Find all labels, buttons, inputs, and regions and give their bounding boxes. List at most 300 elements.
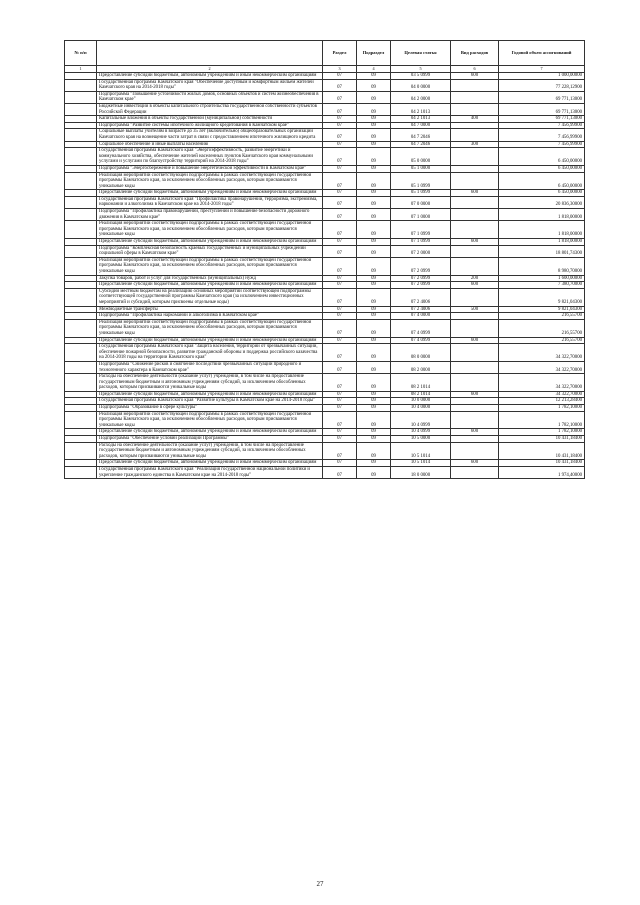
row-section-cell: 07	[323, 172, 357, 190]
row-num-cell	[65, 442, 97, 460]
budget-table	[64, 40, 585, 479]
row-expense-type-cell	[451, 313, 499, 320]
row-target-cell: 07 2 0000	[391, 245, 451, 257]
row-expense-type-cell	[451, 361, 499, 373]
row-subsection-cell: 09	[357, 391, 391, 398]
row-target-cell: 05 1 0000	[391, 165, 451, 172]
row-expense-type-cell	[451, 103, 499, 115]
row-name-cell: Предоставление субсидий бюджетным, автономным учреждениям и иным некоммерческим организациям	[97, 73, 323, 80]
row-subsection-cell: 09	[357, 221, 391, 239]
row-subsection-cell: 09	[357, 122, 391, 129]
row-amount-cell: 1 818,00000	[499, 239, 585, 246]
row-section-cell: 07	[323, 275, 357, 282]
row-section-cell: 07	[323, 398, 357, 405]
row-expense-type-cell	[451, 344, 499, 362]
row-target-cell: 04 7 0000	[391, 122, 451, 129]
row-subsection-cell: 09	[357, 73, 391, 80]
table-row	[65, 141, 585, 148]
row-expense-type-cell	[451, 79, 499, 91]
row-amount-cell: 216,55700	[499, 313, 585, 320]
row-target-cell: 03 5 0999	[391, 73, 451, 80]
row-amount-cell: 34 322,70000	[499, 344, 585, 362]
row-num-cell	[65, 436, 97, 443]
row-num-cell	[65, 257, 97, 275]
row-name-cell: Подпрограмма "Обеспечение условий реализации Программы"	[97, 436, 323, 443]
index-cell: 5	[391, 66, 451, 73]
row-name-cell: Подпрограмма "Снижение рисков и смягчение последствий чрезвычайных ситуаций природного и техногенного характера в Камчатском крае"	[97, 361, 323, 373]
row-expense-type-cell	[451, 436, 499, 443]
header-num: № п/п	[65, 41, 97, 66]
row-target-cell: 07 2 0999	[391, 257, 451, 275]
row-num-cell	[65, 172, 97, 190]
row-name-cell: Государственная программа Камчатского края "Защита населения, территорий от чрезвычайных ситуаций, обеспечение пожарной безопасности, развитие гражданской обороны и поддержка российского казачества на 2014-2018 годы на территории Камчатского края"	[97, 344, 323, 362]
row-num-cell	[65, 374, 97, 392]
row-target-cell: 07 4 0999	[391, 319, 451, 337]
row-section-cell: 07	[323, 103, 357, 115]
row-section-cell: 07	[323, 460, 357, 467]
row-name-cell: Государственная программа Камчатского края "Энергоэффективность, развитие энергетики и коммунального хозяйства, обеспечение жителей населенных пунктов Камчатского края коммунальными услугами и услугами по благоустройству территорий на 2014-2018 годы"	[97, 148, 323, 166]
row-num-cell	[65, 282, 97, 289]
row-name-cell: Предоставление субсидий бюджетным, автономным учреждениям и иным некоммерческим организациям	[97, 282, 323, 289]
row-section-cell: 07	[323, 337, 357, 344]
row-expense-type-cell	[451, 257, 499, 275]
row-target-cell: 08 2 1014	[391, 374, 451, 392]
row-num-cell	[65, 190, 97, 197]
row-target-cell: 05 1 0999	[391, 172, 451, 190]
row-name-cell: Реализация мероприятий соответствующей подпрограммы в рамках соответствующей государственной программы Камчатского края, за исключением обособленных расходов, которым присваиваются уникальные коды	[97, 319, 323, 337]
row-target-cell: 07 2 4006	[391, 306, 451, 313]
row-num-cell	[65, 141, 97, 148]
row-num-cell	[65, 275, 97, 282]
table-row	[65, 129, 585, 141]
row-num-cell	[65, 196, 97, 208]
row-target-cell: 04 2 1013	[391, 103, 451, 115]
index-cell: 7	[499, 66, 585, 73]
row-expense-type-cell	[451, 122, 499, 129]
header-expense-type: Вид расходов	[451, 41, 499, 66]
row-expense-type-cell: 600	[451, 337, 499, 344]
row-subsection-cell: 09	[357, 116, 391, 123]
row-subsection-cell: 09	[357, 405, 391, 412]
row-section-cell: 07	[323, 374, 357, 392]
table-row	[65, 429, 585, 436]
row-amount-cell: 1 818,00000	[499, 209, 585, 221]
row-section-cell: 07	[323, 91, 357, 103]
row-section-cell: 07	[323, 288, 357, 306]
row-expense-type-cell	[451, 245, 499, 257]
row-num-cell	[65, 306, 97, 313]
row-num-cell	[65, 460, 97, 467]
row-target-cell: 10 5 0000	[391, 436, 451, 443]
row-section-cell: 07	[323, 313, 357, 320]
row-section-cell: 07	[323, 344, 357, 362]
row-amount-cell: 6 450,00000	[499, 165, 585, 172]
table-body	[65, 73, 585, 479]
row-subsection-cell: 09	[357, 313, 391, 320]
row-amount-cell: 216,55700	[499, 337, 585, 344]
row-num-cell	[65, 288, 97, 306]
table-row	[65, 172, 585, 190]
row-expense-type-cell: 600	[451, 73, 499, 80]
row-section-cell: 07	[323, 282, 357, 289]
row-section-cell: 07	[323, 148, 357, 166]
row-name-cell: Расходы на обеспечение деятельности (оказание услуг) учреждений, в том числе на предоставление государственным бюджетным и автономным учреждениям субсидий, за исключением обособленных расходов, которым присваиваются уникальные коды	[97, 442, 323, 460]
row-expense-type-cell: 600	[451, 391, 499, 398]
row-amount-cell: 77 228,12900	[499, 79, 585, 91]
row-target-cell: 07 1 0000	[391, 209, 451, 221]
row-section-cell: 07	[323, 79, 357, 91]
row-num-cell	[65, 148, 97, 166]
row-amount-cell: 216,55700	[499, 319, 585, 337]
row-amount-cell: 7 456,99900	[499, 141, 585, 148]
row-section-cell: 07	[323, 411, 357, 429]
row-section-cell: 07	[323, 361, 357, 373]
row-name-cell: Предоставление субсидий бюджетным, автономным учреждениям и иным некоммерческим организациям	[97, 391, 323, 398]
row-subsection-cell: 09	[357, 282, 391, 289]
table-row	[65, 165, 585, 172]
row-num-cell	[65, 239, 97, 246]
table-row	[65, 282, 585, 289]
header-section: Раздел	[323, 41, 357, 66]
row-section-cell: 07	[323, 436, 357, 443]
row-target-cell: 07 2 0999	[391, 275, 451, 282]
row-section-cell: 07	[323, 122, 357, 129]
row-expense-type-cell: 600	[451, 239, 499, 246]
row-subsection-cell: 09	[357, 442, 391, 460]
row-num-cell	[65, 122, 97, 129]
table-row	[65, 148, 585, 166]
row-amount-cell: 10 431,18400	[499, 460, 585, 467]
row-section-cell: 07	[323, 116, 357, 123]
table-row	[65, 337, 585, 344]
row-subsection-cell: 09	[357, 196, 391, 208]
index-cell: 2	[97, 66, 323, 73]
row-expense-type-cell: 600	[451, 460, 499, 467]
row-target-cell: 18 0 0000	[391, 467, 451, 479]
row-target-cell: 04 7 2046	[391, 129, 451, 141]
row-name-cell: Государственная программа Камчатского края "Обеспечение доступным и комфортным жильем жителей Камчатского края на 2014-2018 годы"	[97, 79, 323, 91]
row-section-cell: 07	[323, 405, 357, 412]
row-num-cell	[65, 429, 97, 436]
row-num-cell	[65, 411, 97, 429]
row-num-cell	[65, 313, 97, 320]
row-section-cell: 07	[323, 165, 357, 172]
row-amount-cell: 1 600,00000	[499, 275, 585, 282]
row-target-cell: 08 2 0000	[391, 361, 451, 373]
row-subsection-cell: 09	[357, 398, 391, 405]
row-num-cell	[65, 221, 97, 239]
row-target-cell: 07 4 0999	[391, 337, 451, 344]
table-row	[65, 275, 585, 282]
row-expense-type-cell: 400	[451, 116, 499, 123]
index-cell: 1	[65, 66, 97, 73]
row-num-cell	[65, 319, 97, 337]
row-amount-cell: 34 322,70000	[499, 391, 585, 398]
row-amount-cell: 7 456,99900	[499, 129, 585, 141]
row-amount-cell: 20 836,30000	[499, 196, 585, 208]
row-subsection-cell: 09	[357, 460, 391, 467]
row-section-cell: 07	[323, 306, 357, 313]
row-target-cell: 07 0 0000	[391, 196, 451, 208]
row-target-cell: 07 1 0999	[391, 221, 451, 239]
row-subsection-cell: 09	[357, 411, 391, 429]
table-row	[65, 91, 585, 103]
row-amount-cell: 7 380,70000	[499, 282, 585, 289]
row-name-cell: Предоставление субсидий бюджетным, автономным учреждениям и иным некоммерческим организациям	[97, 429, 323, 436]
index-cell: 3	[323, 66, 357, 73]
table-row	[65, 361, 585, 373]
row-target-cell: 05 1 0999	[391, 190, 451, 197]
row-subsection-cell: 09	[357, 103, 391, 115]
row-amount-cell: 9 821,04300	[499, 306, 585, 313]
row-name-cell: Подпрограмма "Образование в сфере культуры"	[97, 405, 323, 412]
row-amount-cell: 8 980,70000	[499, 257, 585, 275]
row-name-cell: Предоставление субсидий бюджетным, автономным учреждениям и иным некоммерческим организациям	[97, 239, 323, 246]
row-subsection-cell: 09	[357, 148, 391, 166]
row-name-cell: Социальные выплаты учителям в возрасте до 35 лет (включительно) общеобразовательных организаций Камчатского края на возмещение части затрат в связи с предоставлением ипотечного жилищного кредита	[97, 129, 323, 141]
row-section-cell: 07	[323, 429, 357, 436]
row-section-cell: 07	[323, 190, 357, 197]
row-target-cell: 10 0 0000	[391, 398, 451, 405]
row-section-cell: 07	[323, 467, 357, 479]
row-expense-type-cell	[451, 165, 499, 172]
row-amount-cell: 10 431,18400	[499, 436, 585, 443]
table-row	[65, 391, 585, 398]
table-row	[65, 405, 585, 412]
row-expense-type-cell	[451, 442, 499, 460]
row-subsection-cell: 09	[357, 337, 391, 344]
row-subsection-cell: 09	[357, 436, 391, 443]
row-name-cell: Подпрограмма "Развитие системы ипотечного жилищного кредитования в Камчатском крае"	[97, 122, 323, 129]
row-section-cell: 07	[323, 239, 357, 246]
row-expense-type-cell: 300	[451, 141, 499, 148]
row-name-cell: Расходы на обеспечение деятельности (оказание услуг) учреждений, в том числе на предоставление государственным бюджетным и автономным учреждениям субсидий, за исключением обособленных расходов, которым присваиваются уникальные коды	[97, 374, 323, 392]
row-amount-cell: 7 456,99900	[499, 122, 585, 129]
row-name-cell: Подпрограмма "Энергосбережение и повышение энергетической эффективности в Камчатском крае"	[97, 165, 323, 172]
table-row	[65, 239, 585, 246]
row-section-cell: 07	[323, 141, 357, 148]
row-subsection-cell: 09	[357, 172, 391, 190]
table-row	[65, 319, 585, 337]
row-expense-type-cell	[451, 319, 499, 337]
row-amount-cell: 9 821,04300	[499, 288, 585, 306]
row-amount-cell: 6 450,00000	[499, 148, 585, 166]
row-num-cell	[65, 467, 97, 479]
row-num-cell	[65, 73, 97, 80]
row-expense-type-cell	[451, 405, 499, 412]
table-row	[65, 411, 585, 429]
row-num-cell	[65, 398, 97, 405]
row-target-cell: 04 2 1013	[391, 116, 451, 123]
row-expense-type-cell	[451, 221, 499, 239]
row-target-cell: 10 4 0999	[391, 411, 451, 429]
row-name-cell: Реализация мероприятий соответствующей подпрограммы в рамках соответствующей государственной программы Камчатского края, за исключением обособленных расходов, которым присваиваются уникальные коды	[97, 257, 323, 275]
row-num-cell	[65, 391, 97, 398]
table-row	[65, 467, 585, 479]
header-name	[97, 41, 323, 66]
table-row	[65, 313, 585, 320]
row-subsection-cell: 09	[357, 190, 391, 197]
table-row	[65, 79, 585, 91]
row-expense-type-cell	[451, 196, 499, 208]
row-target-cell: 10 4 0000	[391, 405, 451, 412]
index-cell: 4	[357, 66, 391, 73]
row-amount-cell: 34 322,70000	[499, 361, 585, 373]
row-num-cell	[65, 337, 97, 344]
row-target-cell: 07 2 4006	[391, 288, 451, 306]
row-name-cell: Межбюджетные трансферты	[97, 306, 323, 313]
row-target-cell: 08 0 0000	[391, 344, 451, 362]
row-section-cell: 07	[323, 73, 357, 80]
row-section-cell: 07	[323, 129, 357, 141]
row-expense-type-cell	[451, 374, 499, 392]
row-expense-type-cell	[451, 148, 499, 166]
row-expense-type-cell: 600	[451, 429, 499, 436]
row-amount-cell: 6 450,00000	[499, 190, 585, 197]
row-num-cell	[65, 103, 97, 115]
row-expense-type-cell	[451, 172, 499, 190]
table-row	[65, 442, 585, 460]
row-num-cell	[65, 344, 97, 362]
row-amount-cell: 69 771,13000	[499, 91, 585, 103]
row-num-cell	[65, 79, 97, 91]
row-amount-cell: 1 782,10000	[499, 429, 585, 436]
row-num-cell	[65, 405, 97, 412]
row-name-cell: Бюджетные инвестиции в объекты капитального строительства государственной собственности субъектов Российской Федерации	[97, 103, 323, 115]
row-expense-type-cell	[451, 398, 499, 405]
index-cell: 6	[451, 66, 499, 73]
row-expense-type-cell	[451, 129, 499, 141]
row-expense-type-cell	[451, 91, 499, 103]
row-section-cell: 07	[323, 221, 357, 239]
row-section-cell: 07	[323, 257, 357, 275]
row-name-cell: Государственная программа Камчатского края "Реализация государственной национальной политики и укрепление гражданского единства в Камчатском крае на 2014-2018 годы"	[97, 467, 323, 479]
row-expense-type-cell	[451, 411, 499, 429]
table-row	[65, 257, 585, 275]
row-name-cell: Предоставление субсидий бюджетным, автономным учреждениям и иным некоммерческим организациям	[97, 337, 323, 344]
row-section-cell: 07	[323, 209, 357, 221]
row-target-cell: 10 4 0999	[391, 429, 451, 436]
row-name-cell: Реализация мероприятий соответствующей подпрограммы в рамках соответствующей государственной программы Камчатского края, за исключением обособленных расходов, которым присваиваются уникальные коды	[97, 172, 323, 190]
table-row	[65, 209, 585, 221]
row-amount-cell: 6 450,00000	[499, 172, 585, 190]
row-target-cell: 08 2 1014	[391, 391, 451, 398]
row-name-cell: Подпрограмма "Комплексная безопасность краевых государственных и муниципальных учреждений социальной сферы в Камчатском крае"	[97, 245, 323, 257]
row-expense-type-cell	[451, 467, 499, 479]
row-subsection-cell: 09	[357, 79, 391, 91]
row-amount-cell: 34 322,70000	[499, 374, 585, 392]
row-target-cell: 07 2 0999	[391, 282, 451, 289]
row-subsection-cell: 09	[357, 275, 391, 282]
table-row	[65, 460, 585, 467]
row-name-cell: Социальное обеспечение и иные выплаты населению	[97, 141, 323, 148]
row-section-cell: 07	[323, 442, 357, 460]
row-expense-type-cell	[451, 209, 499, 221]
row-subsection-cell: 09	[357, 319, 391, 337]
column-index-row	[65, 66, 585, 73]
row-name-cell: Подпрограмма "Профилактика правонарушений, преступлений и повышение безопасности дорожного движения в Камчатском крае"	[97, 209, 323, 221]
row-amount-cell: 18 801,74300	[499, 245, 585, 257]
table-row	[65, 245, 585, 257]
row-section-cell: 07	[323, 196, 357, 208]
row-name-cell: Реализация мероприятий соответствующей подпрограммы в рамках соответствующей государственной программы Камчатского края, за исключением обособленных расходов, которым присваиваются уникальные коды	[97, 221, 323, 239]
row-subsection-cell: 09	[357, 306, 391, 313]
row-subsection-cell: 09	[357, 129, 391, 141]
row-num-cell	[65, 165, 97, 172]
row-expense-type-cell: 200	[451, 275, 499, 282]
row-expense-type-cell	[451, 288, 499, 306]
table-row	[65, 103, 585, 115]
table-row	[65, 221, 585, 239]
row-amount-cell: 1 782,10000	[499, 411, 585, 429]
table-row	[65, 344, 585, 362]
row-target-cell: 04 0 0000	[391, 79, 451, 91]
table-header-row	[65, 41, 585, 66]
header-amount: Годовой объем ассигнований	[499, 41, 585, 66]
row-num-cell	[65, 209, 97, 221]
row-name-cell: Государственная программа Камчатского края "Развитие культуры в Камчатском крае на 2014-2018 годы"	[97, 398, 323, 405]
row-subsection-cell: 09	[357, 288, 391, 306]
table-row	[65, 288, 585, 306]
row-amount-cell: 1 818,00000	[499, 221, 585, 239]
table-row	[65, 398, 585, 405]
row-amount-cell: 12 213,28400	[499, 398, 585, 405]
row-section-cell: 07	[323, 245, 357, 257]
table-row	[65, 122, 585, 129]
table-row	[65, 73, 585, 80]
row-amount-cell: 69 771,13000	[499, 103, 585, 115]
row-name-cell: Реализация мероприятий соответствующей подпрограммы в рамках соответствующей государственной программы Камчатского края, за исключением обособленных расходов, которым присваиваются уникальные коды	[97, 411, 323, 429]
row-amount-cell: 1 782,10000	[499, 405, 585, 412]
row-expense-type-cell: 500	[451, 306, 499, 313]
row-name-cell: Подпрограмма "Повышение устойчивости жилых домов, основных объектов и систем жизнеобеспечения в Камчатском крае"	[97, 91, 323, 103]
row-num-cell	[65, 245, 97, 257]
row-subsection-cell: 09	[357, 141, 391, 148]
row-name-cell: Предоставление субсидий бюджетным, автономным учреждениям и иным некоммерческим организациям	[97, 460, 323, 467]
row-expense-type-cell: 600	[451, 282, 499, 289]
table-row	[65, 116, 585, 123]
table-row	[65, 190, 585, 197]
row-subsection-cell: 09	[357, 344, 391, 362]
header-subsection: Подраздел	[357, 41, 391, 66]
row-num-cell	[65, 91, 97, 103]
table-row	[65, 436, 585, 443]
row-amount-cell: 10 431,18400	[499, 442, 585, 460]
row-num-cell	[65, 361, 97, 373]
row-subsection-cell: 09	[357, 257, 391, 275]
row-subsection-cell: 09	[357, 429, 391, 436]
row-name-cell: Капитальные вложения в объекты государственной (муниципальной) собственности	[97, 116, 323, 123]
page-number: 27	[316, 880, 324, 888]
row-target-cell: 07 4 0000	[391, 313, 451, 320]
row-name-cell: Закупка товаров, работ и услуг для государственных (муниципальных) нужд	[97, 275, 323, 282]
row-subsection-cell: 09	[357, 467, 391, 479]
row-num-cell	[65, 116, 97, 123]
table-row	[65, 374, 585, 392]
row-name-cell: Государственная программа Камчатского края "Профилактика правонарушений, терроризма, экстремизма, наркомании и алкоголизма в Камчатском крае на 2014-2018 годы"	[97, 196, 323, 208]
row-subsection-cell: 09	[357, 239, 391, 246]
row-subsection-cell: 09	[357, 374, 391, 392]
row-name-cell: Субсидии местным бюджетам на реализацию основных мероприятий соответствующей подпрограммы соответствующей государственной программы Камчатского края (за исключением инвестиционных мероприятий и субсидий, которым присвоены отдельные коды)	[97, 288, 323, 306]
row-target-cell: 05 0 0000	[391, 148, 451, 166]
row-target-cell: 10 5 1014	[391, 442, 451, 460]
row-target-cell: 07 1 0999	[391, 239, 451, 246]
row-expense-type-cell: 600	[451, 190, 499, 197]
table-row	[65, 196, 585, 208]
row-num-cell	[65, 129, 97, 141]
row-name-cell: Подпрограмма "Профилактика наркомании и алкоголизма в Камчатском крае"	[97, 313, 323, 320]
row-name-cell: Предоставление субсидий бюджетным, автономным учреждениям и иным некоммерческим организациям	[97, 190, 323, 197]
